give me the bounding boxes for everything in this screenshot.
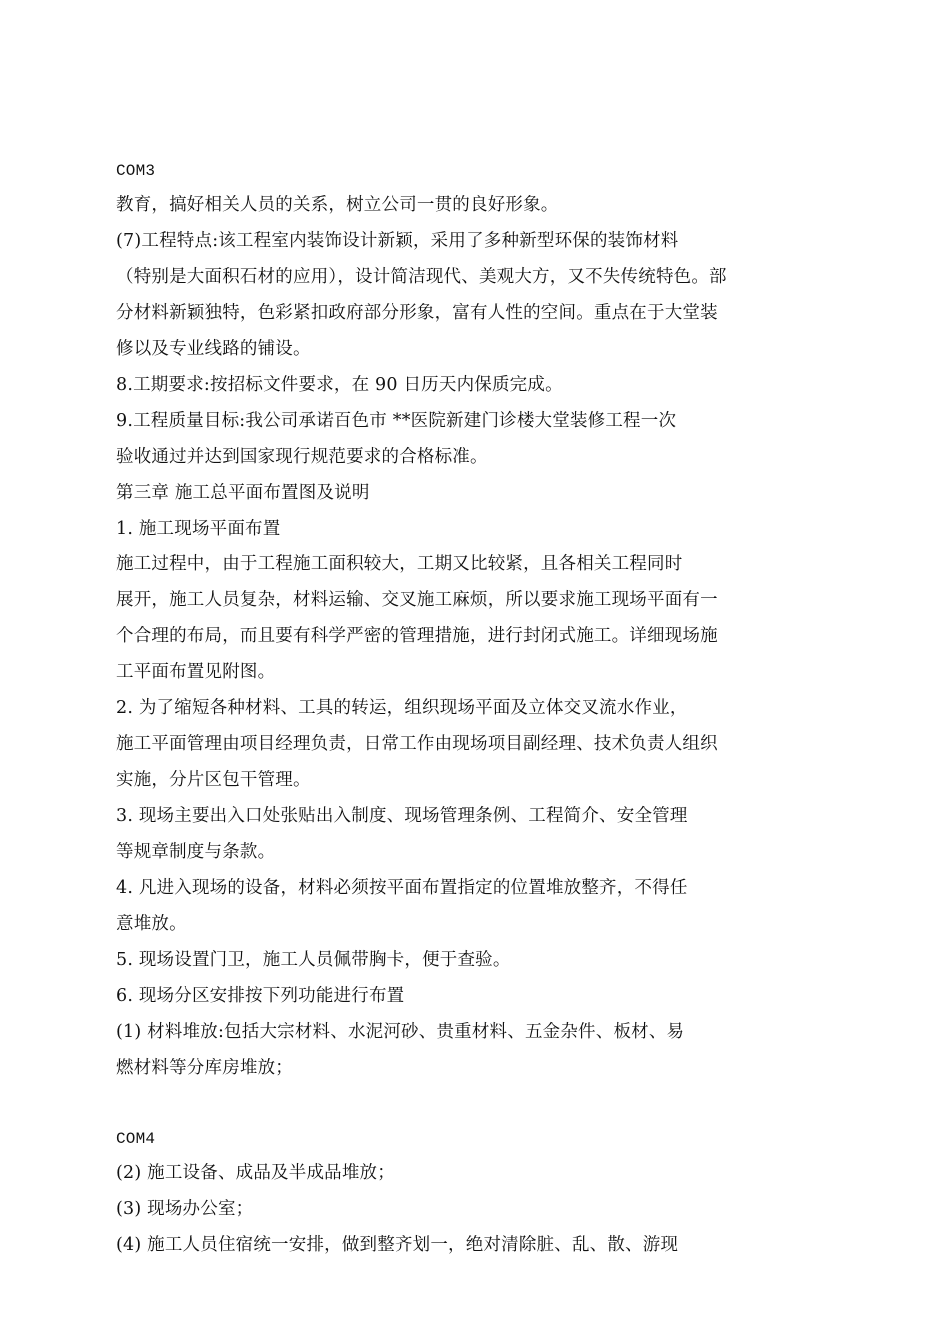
text-line: 施工过程中，由于工程施工面积较大，工期又比较紧，且各相关工程同时 — [116, 554, 683, 574]
text-line: 燃材料等分库房堆放； — [116, 1058, 293, 1078]
text-line: 8.工期要求:按招标文件要求，在 90 日历天内保质完成。 — [116, 375, 563, 395]
text-line: 实施，分片区包干管理。 — [116, 770, 311, 790]
text-line: (7)工程特点:该工程室内装饰设计新颖，采用了多种新型环保的装饰材料 — [116, 231, 679, 251]
text-line: 意堆放。 — [116, 914, 187, 934]
section-heading: 1. 施工现场平面布置 — [116, 519, 281, 539]
text-line: 4. 凡进入现场的设备，材料必须按平面布置指定的位置堆放整齐，不得任 — [116, 878, 688, 898]
text-line: 等规章制度与条款。 — [116, 842, 276, 862]
text-line: (1) 材料堆放:包括大宗材料、水泥河砂、贵重材料、五金杂件、板材、易 — [116, 1022, 685, 1042]
text-line: 6. 现场分区安排按下列功能进行布置 — [116, 986, 405, 1006]
text-line: 3. 现场主要出入口处张贴出入制度、现场管理条例、工程简介、安全管理 — [116, 806, 688, 826]
text-line: (3) 现场办公室； — [116, 1199, 254, 1219]
text-line: 工平面布置见附图。 — [116, 662, 276, 682]
text-line: 9.工程质量目标:我公司承诺百色市 **医院新建门诊楼大堂装修工程一次 — [116, 411, 677, 431]
text-line: 5. 现场设置门卫，施工人员佩带胸卡，便于查验。 — [116, 950, 511, 970]
text-line: 修以及专业线路的铺设。 — [116, 339, 311, 359]
text-line: (2) 施工设备、成品及半成品堆放； — [116, 1163, 395, 1183]
page-marker-com3: COM3 — [116, 162, 156, 180]
text-line: 教育，搞好相关人员的关系，树立公司一贯的良好形象。 — [116, 195, 559, 215]
text-line: （特别是大面积石材的应用），设计简洁现代、美观大方，又不失传统特色。部 — [116, 267, 727, 287]
chapter-heading: 第三章 施工总平面布置图及说明 — [116, 483, 370, 503]
text-line: 个合理的布局，而且要有科学严密的管理措施，进行封闭式施工。详细现场施 — [116, 626, 718, 646]
text-line: 分材料新颖独特，色彩紧扣政府部分形象，富有人性的空间。重点在于大堂装 — [116, 303, 718, 323]
page-marker-com4: COM4 — [116, 1130, 156, 1148]
text-line: 验收通过并达到国家现行规范要求的合格标准。 — [116, 447, 488, 467]
text-line: 展开，施工人员复杂，材料运输、交叉施工麻烦，所以要求施工现场平面有一 — [116, 590, 718, 610]
text-line: 2. 为了缩短各种材料、工具的转运，组织现场平面及立体交叉流水作业， — [116, 698, 688, 718]
text-line: 施工平面管理由项目经理负责，日常工作由现场项目副经理、技术负责人组织 — [116, 734, 718, 754]
text-line: (4) 施工人员住宿统一安排，做到整齐划一，绝对清除脏、乱、散、游现 — [116, 1235, 679, 1255]
